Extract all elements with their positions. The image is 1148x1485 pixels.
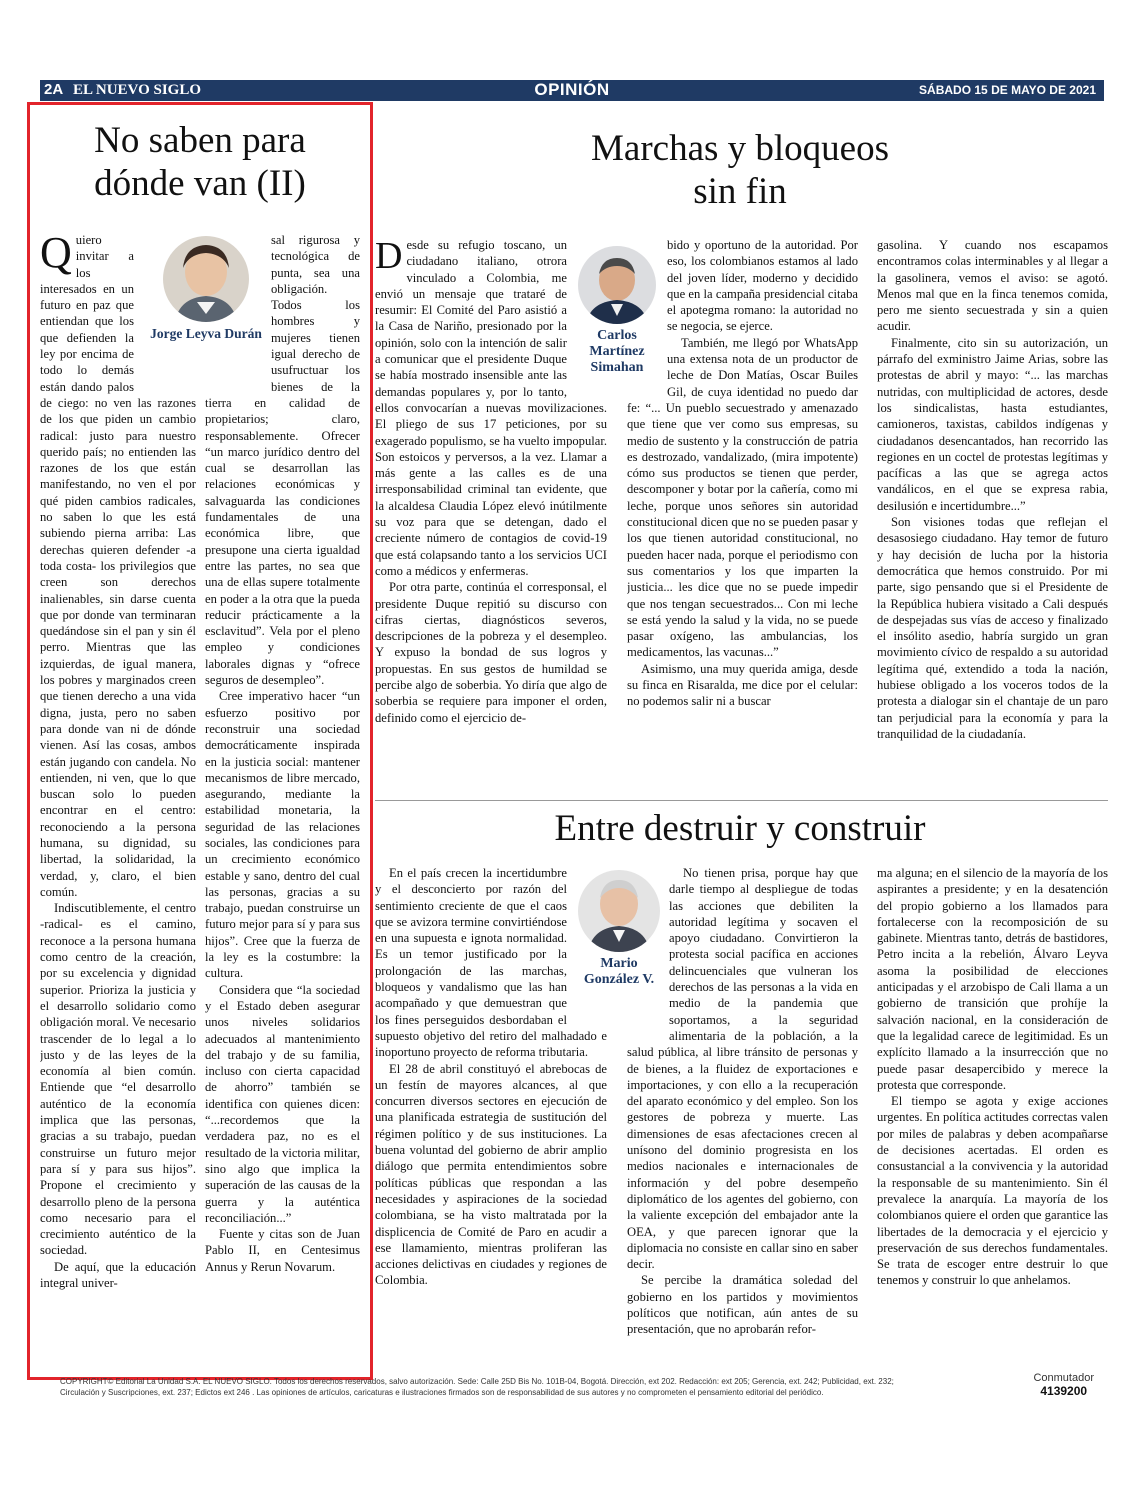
article2-column-3 bbox=[877, 237, 1108, 777]
paragraph: ma alguna; en el silencio de la mayoría de los aspirantes a presidente; y en la desatención del propio gobierno a los llamados para fortalecerse con la recomposición de su gabinete. Mientras tanto, detrás de bastidores, Petro incita a la rebelión, Álvaro Leyva asoma la posibilidad de elecciones anticipadas y el arzobispo de Cali llama a un gobierno de transición que prohíje la salvación nacional, en la consideración de que la legalidad carece de legitimidad. Es un explícito llamado a la insurrección que no puede pasar desapercibido y merece la protesta que corresponde. bbox=[877, 866, 1108, 1092]
switchboard-label: Conmutador bbox=[1033, 1372, 1094, 1384]
section-divider bbox=[375, 800, 1108, 801]
article2-column-2 bbox=[627, 237, 858, 777]
paragraph: Considera que “la sociedad y el Estado deben asegurar unos niveles solidarios adecuados al mantenimiento del trabajo y de su familia, incluso con cierta capacidad de ahorro” también se identifica con quienes dicen: “...recordemos que la verdadera paz, no es el resultado de la victoria militar, sino algo que implica la superación de las causas de la guerra y la auténtica reconciliación...” bbox=[205, 982, 360, 1225]
paragraph: esde su refugio toscano, un ciudadano italiano, otrora vinculado a Colombia, me envió un mensaje que trataré de resumir: El Comité del Paro asistió a la Casa de Nariño, presionado por la opinión, solo con la intención de salir a comunicar que el presidente Duque se había mostrado insensible ante las demandas populares y, por lo tanto, ellos convocarían a nuevas movilizaciones. El pliego de sus 17 peticiones, por su exagerado populismo, se ha vuelto impopular. Son estoicos y perversos, a la vez. Llamar a más gente a las calles es de una irresponsabilidad criminal tan evidente, que la alcaldesa Claudia López elevó inútilmente su voz para que se detengan, dado el creciente número de contagios de covid-19 que está colapsando tanto a los servicios UCI como a médicos y enfermeras. bbox=[375, 238, 607, 578]
paragraph: Por otra parte, continúa el corresponsal, el presidente Duque repitió su discurso con cifras ciertas, diagnósticos severos, descripciones de la pobreza y el desempleo. Y expuso la bondad de sus logros y propuestas. En sus gestos de humildad se percibe algo de soberbia. Yo diría que algo de soberbia se requiere para imponer el orden, definido como el ejercicio de- bbox=[375, 580, 607, 725]
footer-copyright bbox=[60, 1376, 990, 1398]
paragraph: Indiscutiblemente, el centro -radical- es el camino, reconoce a la persona humana como centro de la creación, por su excelencia y dignidad superior. Prioriza la justicia y el desarrollo solidario como obligación moral. Ve necesario trascender de lo legal a lo justo y de las leyes de la economía al bien común. Entiende que “el desarrollo auténtico de la economía implica que las personas, gracias a su trabajo, puedan construirse un futuro mejor para sí y para sus hijos”. Propone el crecimiento y desarrollo pleno de la persona como necesario para el crecimiento auténtico de la sociedad. bbox=[40, 901, 196, 1258]
author-name: Jorge Leyva Durán bbox=[150, 326, 262, 341]
article3-title: Entre destruir y construir bbox=[554, 808, 926, 849]
paragraph: De aquí, que la educación integral univer- bbox=[40, 1259, 196, 1290]
article2-column-1 bbox=[375, 237, 607, 777]
article1-title-line1: No saben para bbox=[94, 120, 306, 161]
article1-title bbox=[40, 120, 360, 205]
paragraph: sal rigurosa y tecnológica de punta, sea una obligación. Todos los hombres y mujeres tienen igual derecho de usufructuar los bienes de la tierra en calidad de propietarios; claro, responsablemente. Ofrecer “un marco jurídico dentro del cual se desarrollan las relaciones económicas y salvaguarda las condiciones fundamentales de una económica libre, que presupone una cierta igualdad entre las partes, no sea que una de ellas supere totalmente en poder a la otra que la pueda reducir prácticamente a la esclavitud”. Vela por el pleno empleo y condiciones laborales dignas y “ofrece seguros de desempleo”. bbox=[205, 233, 360, 688]
paragraph: bido y oportuno de la autoridad. Por eso, los colombianos estamos al lado del joven líder, moderno y decidido que en la campaña presidencial citaba el apotegma romano: la autoridad no se negocia, se ejerce. bbox=[667, 238, 858, 334]
article1-column-2 bbox=[205, 232, 360, 1352]
switchboard bbox=[1033, 1372, 1094, 1398]
issue-date: SÁBADO 15 DE MAYO DE 2021 bbox=[919, 83, 1096, 97]
paragraph: No tienen prisa, porque hay que darle tiempo al despliegue de todas las acciones que debiliten la autoridad legítima y socaven el apoyo ciudadano. Convirtieron la protesta social pacífica en acciones delincuenciales que vulneran los derechos de las personas a la vida en medio de la pandemia que soportamos, a la seguridad alimentaria de la población, a la salud pública, al libre tránsito de personas y de bienes, a la fluidez de exportaciones e importaciones, y con ello a la recuperación del aparato económico y del empleo. Son los gestores de pobreza y muerte. Las dimensiones de esas afectaciones crecen al unísono del dominio progresista en los medios nacionales e internacionales de información y del pobre desempeño diplomático de los agentes del gobierno, con la valiente excepción del embajador ante la OEA, y que parecen ignorar que la diplomacia no consiste en callar sino en saber decir. bbox=[627, 866, 858, 1272]
section-name: OPINIÓN bbox=[534, 80, 610, 99]
article1-column-1 bbox=[40, 232, 196, 1352]
article2-title-line1: Marchas y bloqueos bbox=[591, 128, 889, 169]
author-name: Carlos Martínez Simahan bbox=[589, 328, 645, 375]
footer-line1: COPYRIGHT© Editorial La Unidad S.A. EL NUEVO SIGLO. Todos los derechos reservados, salvo autorización. Sede: Calle 25D Bis No. 101B-04, Bogotá. Dirección, ext 202. Redacción: ext 205; Gerencia, ext. 242; Publicidad, ext. 232; bbox=[60, 1377, 894, 1386]
article3-column-1 bbox=[375, 865, 607, 1355]
paragraph: En el país crecen la incertidumbre y el desconcierto por razón del sentimiento creciente de que el caos que se avizora termine convirtiéndose en una supuesta e ignota normalidad. Es un temor justificado por la prolongación de las marchas, bloqueos y vandalismo que las han acompañado y que demuestran que los fines perseguidos desbordaban el supuesto objetivo del retiro del malhadado e inoportuno proyecto de reforma tributaria. bbox=[375, 866, 607, 1060]
article3-column-2 bbox=[627, 865, 858, 1355]
paragraph: uiero invitar a los interesados en un futuro en paz que entiendan que los que defienden la ley por encima de todo lo demás están dando palos de ciego: no ven las razones de los que piden un cambio radical: justo para nuestro querido país; no entienden las razones de los que están manifestando, no ven el por qué piden cambios radicales, no saben lo que les está subiendo pierna arriba: Las derechas quieren defender -a toda costa- los privilegios que creen son derechos inalienables, sin darse cuenta que por donde van terminaran quedándose sin el pan y sin él perro. Mientras que las izquierdas, de igual manera, los pobres y marginados creen que tienen derecho a una vida digna, justa, pero no saben para donde van ni de dónde vienen. Así las cosas, ambos están jugando con candela. No entienden, ni ven, que lo que buscan solo lo pueden encontrar en el centro: reconociendo a la persona humana, su dignidad, su libertad, la solidaridad, la verdad, y, claro, el bien común. bbox=[40, 233, 196, 899]
paragraph: Son visiones todas que reflejan el desasosiego ciudadano. Hay temor de futuro y hay decisión de lucha por la historia democrática que hemos construido. Por mi parte, sigo pensando que si el Presidente de la República hubiera visitado a Cali después de despejadas sus vías de acceso y finalizado el insólito asedio, habría surgido un gran movimiento cívico de respaldo a su autoridad legítima qué, extendido a toda la nación, hubiese obligado a los voceros todos de la protesta a dialogar sin el chantaje de un paro tan perjudicial para la economía y para la tranquilidad de la ciudadanía. bbox=[877, 515, 1108, 741]
page-number: 2A bbox=[44, 81, 64, 98]
footer-line2: Circulación y Suscripciones, ext. 237; Edictos ext 246 . Las opiniones de artículos, caricaturas e ilustraciones firmados son de responsabilidad de sus autores y no comprometen el pensamiento editorial del periódico. bbox=[60, 1388, 824, 1397]
paragraph: gasolina. Y cuando nos escapamos encontramos colas interminables y al llegar a la gasolinera, vemos el aviso: se agotó. Menos mal que en la finca tenemos comida, pero me siento secuestrada y sin a quien acudir. bbox=[877, 238, 1108, 334]
switchboard-number: 4139200 bbox=[1040, 1384, 1088, 1398]
article2-title bbox=[375, 128, 1105, 213]
paragraph: El tiempo se agota y exige acciones urgentes. En política actitudes correctas valen por miles de palabras y deben acompañarse de decisiones acertadas. El orden es consustancial a la convivencia y la autoridad la responsable de su mantenimiento. Sin él prevalece la anarquía. La mayoría de los colombianos quiere el orden que garantice las libertades de la democracia y el ejercicio y preservación de sus derechos fundamentales. Se trata de escoger entre destruir lo que tenemos y construir lo que anhelamos. bbox=[877, 1094, 1108, 1288]
article1-title-line2: dónde van (II) bbox=[94, 162, 306, 204]
paragraph: El 28 de abril constituyó el abrebocas de un festín de mayores alcances, al que concurren diversos sectores en ejecución de una planificada estrategia de sustitución del régimen político y de sus instituciones. La buena voluntad del gobierno de abrir amplio diálogo que permita entendimientos sobre políticas públicas que respondan a las necesidades y aspiraciones de la sociedad colombiana, se ha visto maltratada por la displicencia de Comité de Paro en acudir a ese llamamiento, mientras proliferan las acciones delictivas en ciudades y regiones de Colombia. bbox=[375, 1061, 607, 1288]
author-name: Mario González V. bbox=[583, 956, 655, 987]
paragraph: Cree imperativo hacer “un esfuerzo positivo por reconstruir una sociedad democráticamente inspirada en la justicia social: mantener mecanismos de libre mercado, asegurando, mediante la estabilidad monetaria, la seguridad de las relaciones sociales, las condiciones para un crecimiento económico estable y sano, dentro del cual las personas, gracias a su trabajo, puedan construirse un futuro mejor para sí y para sus hijos”. Cree que la fuerza de la ley es la costumbre: la cultura. bbox=[205, 689, 360, 981]
article2-title-line2: sin fin bbox=[693, 170, 787, 212]
paragraph: Se percibe la dramática soledad del gobierno en los partidos y movimientos políticos que notifican, aún antes de su presentación, que no aprobarán refor- bbox=[627, 1273, 858, 1337]
paragraph: Finalmente, cito sin su autorización, un párrafo del exministro Jaime Arias, sobre las protestas de abril y mayo: “... las marchas nutridas, con multiplicidad de actores, desde los sindicalistas, hasta estudiantes, camioneros, taxistas, cabildos indígenas y ciudadanos desencantados, han recorrido las regiones en un coctel de protestas legítimas y pacíficas a las que se agrega actos vandálicos, en el que se expresa rabia, desilusión e incertidumbre...” bbox=[877, 335, 1108, 513]
paragraph: Fuente y citas son de Juan Pablo II, en Centesimus Annus y Rerun Novarum. bbox=[205, 1227, 360, 1274]
drop-cap: Q bbox=[40, 232, 72, 277]
page-header bbox=[40, 80, 1104, 101]
newspaper-name: EL NUEVO SIGLO bbox=[72, 82, 202, 98]
header-left bbox=[44, 81, 201, 99]
paragraph: También, me llegó por WhatsApp una extensa nota de un productor de leche de Don Matías, Oscar Builes Gil, de cuya identidad no puedo dar fe: “... Un pueblo secuestrado y amenazado que tiene que ver como sus empresas, su medio de sustento y la construcción de patria es destrozado, vandalizado, (mira impotente) cómo sus productos se tienen que perder, descomponer y botar por la cañería, como mi leche, porque unos señores sin autoridad constitucional dicen que no se pueden pasar y los que tienen autoridad constitucional, no pueden hacer nada, porque el periodismo con sus comentarios y los que imparten la justicia... les dice que no se puede impedir que nos tengan secuestrados... Con mi leche se está yendo la salud y la vida, no se puede pasar oxígeno, las ambulancias, los medicamentos, las vacunas...” bbox=[627, 335, 858, 660]
article3-column-3 bbox=[877, 865, 1108, 1355]
drop-cap: D bbox=[375, 237, 403, 277]
paragraph: Asimismo, una muy querida amiga, desde su finca en Risaralda, me dice por el celular: no podemos salir ni a buscar bbox=[627, 661, 858, 709]
